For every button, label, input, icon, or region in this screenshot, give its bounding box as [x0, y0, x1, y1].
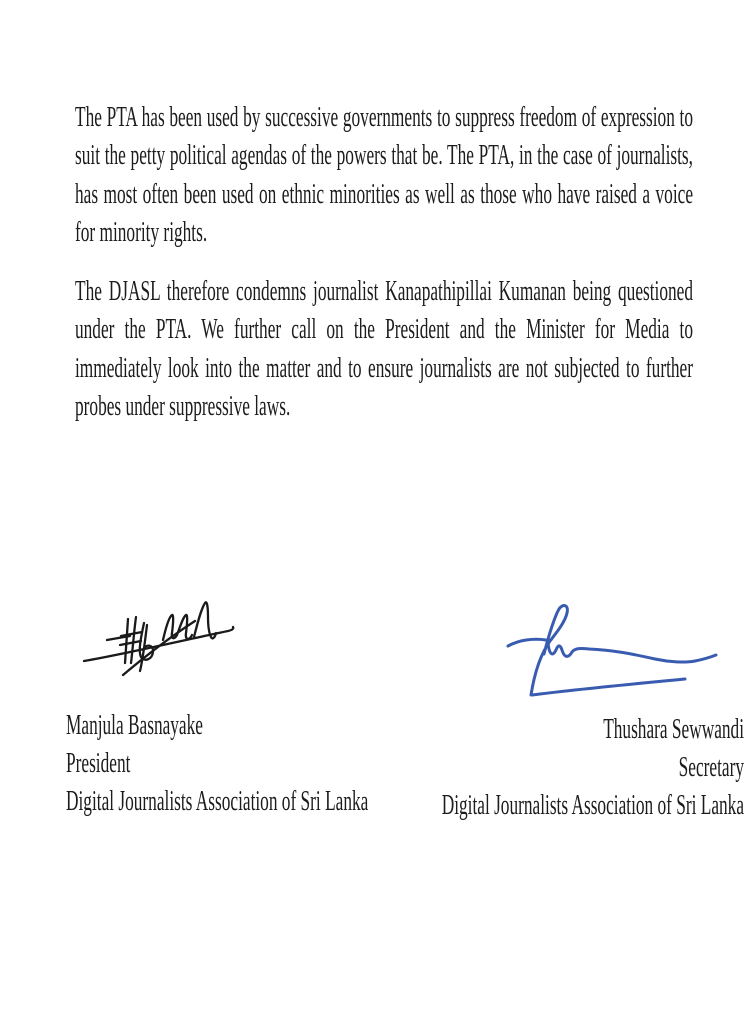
body-paragraph-2: The DJASL therefore condemns journalist Kanapathipillai Kumanan being questioned under the PTA. We further call on the President and the Minister for Media to immediately look into the matter and to ensure journalists are not subjected to further probes under suppressive laws. — [75, 276, 693, 422]
signatory-name: Thushara Sewwandi — [603, 714, 744, 745]
signatory-organization: Digital Journalists Association of Sri Lanka — [441, 790, 744, 821]
handwritten-signature-left — [80, 585, 240, 677]
signatory-name: Manjula Basnayake — [66, 710, 203, 741]
handwritten-signature-right — [493, 592, 725, 712]
signatory-block-left — [66, 707, 387, 821]
signatory-title: President — [66, 748, 131, 779]
signatory-block-right — [361, 711, 744, 825]
signatory-organization: Digital Journalists Association of Sri Lanka — [66, 786, 369, 817]
signature-left-strokes — [84, 602, 233, 675]
signature-right-strokes — [508, 606, 716, 695]
body-paragraph-1: The PTA has been used by successive governments to suppress freedom of expression to suit the petty political agendas of the powers that be. The PTA, in the case of journalists, has most often been used on ethnic minorities as well as those who have raised a voice for minority rights. — [75, 102, 693, 248]
signatory-title: Secretary — [678, 752, 744, 783]
